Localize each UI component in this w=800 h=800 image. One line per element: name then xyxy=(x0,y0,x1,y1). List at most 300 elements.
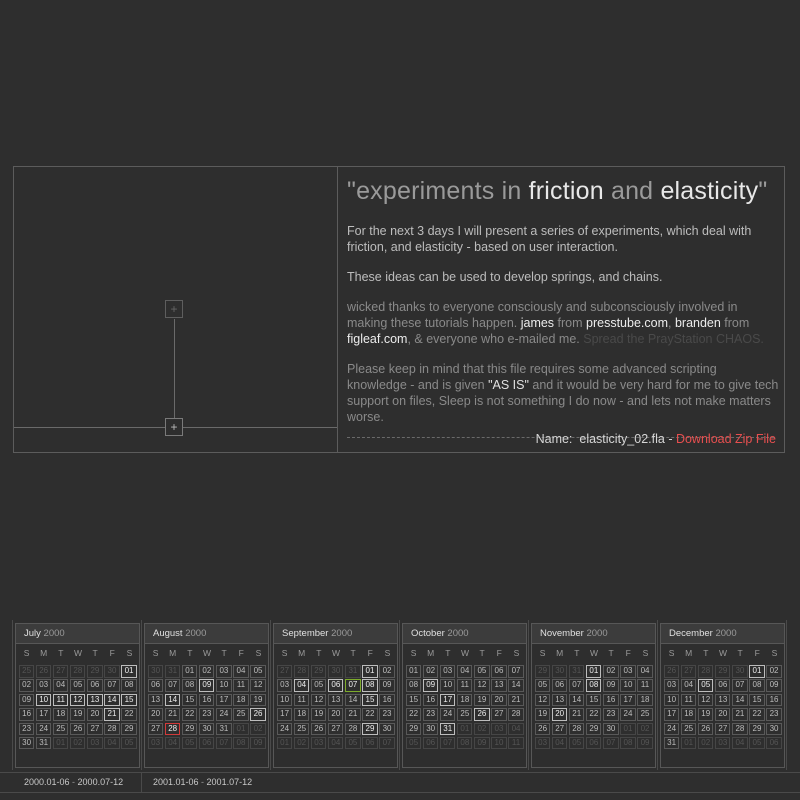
day-cell[interactable]: 12 xyxy=(250,679,265,692)
day-cell[interactable]: 20 xyxy=(552,708,567,721)
day-cell[interactable]: 24 xyxy=(620,708,635,721)
day-cell: 03 xyxy=(535,737,550,750)
weekday-label: S xyxy=(152,648,159,658)
day-cell: 09 xyxy=(250,737,265,750)
day-cell[interactable]: 26 xyxy=(250,708,265,721)
day-cell[interactable]: 24 xyxy=(440,708,455,721)
day-cell[interactable]: 13 xyxy=(715,694,730,707)
day-cell[interactable]: 02 xyxy=(19,679,34,692)
day-cell[interactable]: 16 xyxy=(19,708,34,721)
day-cell[interactable]: 28 xyxy=(732,723,747,736)
day-cell[interactable]: 05 xyxy=(250,665,265,678)
download-zip-link[interactable]: Download Zip File xyxy=(675,432,776,446)
day-cell[interactable]: 18 xyxy=(233,694,248,707)
day-cell[interactable]: 06 xyxy=(148,679,163,692)
day-cell[interactable]: 29 xyxy=(182,723,197,736)
day-cell[interactable]: 25 xyxy=(233,708,248,721)
day-cell[interactable]: 03 xyxy=(664,679,679,692)
calendar-header[interactable] xyxy=(532,624,655,644)
thanks-text: wicked thanks to everyone consciously and subconsciously involved in making these tutorials happen. xyxy=(347,300,738,330)
day-cell[interactable]: 25 xyxy=(637,708,652,721)
intro-paragraph: For the next 3 days I will present a series of experiments, which deal with friction, and elasticity - based on user interaction. xyxy=(347,224,752,254)
day-cell[interactable]: 19 xyxy=(535,708,550,721)
title-friction: friction xyxy=(528,177,604,205)
day-cell[interactable]: 29 xyxy=(586,723,601,736)
day-cell[interactable]: 02 xyxy=(379,665,394,678)
day-cell[interactable]: 26 xyxy=(698,723,713,736)
day-cell[interactable]: 24 xyxy=(216,708,231,721)
day-grid xyxy=(532,658,655,749)
day-cell: 11 xyxy=(508,737,523,750)
day-cell[interactable]: 30 xyxy=(423,723,438,736)
disclaimer-text: and it would be very hard for me to give tech support on files, Sleep is not something I do now - and lets not make matters worse. xyxy=(347,378,779,424)
day-cell[interactable]: 17 xyxy=(36,708,51,721)
day-cell[interactable]: 18 xyxy=(457,694,472,707)
day-cell[interactable]: 31 xyxy=(216,723,231,736)
day-cell[interactable]: 06 xyxy=(715,679,730,692)
weekday-label: T xyxy=(58,648,64,658)
day-cell[interactable]: 19 xyxy=(250,694,265,707)
day-cell[interactable]: 07 xyxy=(104,679,119,692)
day-cell[interactable]: 05 xyxy=(698,679,713,692)
day-cell[interactable]: 06 xyxy=(328,679,343,692)
day-cell: 27 xyxy=(53,665,68,678)
day-cell[interactable]: 21 xyxy=(165,708,180,721)
as-is-text: "AS IS" xyxy=(488,378,529,392)
day-cell: 25 xyxy=(19,665,34,678)
weekday-label: W xyxy=(460,648,469,658)
day-cell: 09 xyxy=(637,737,652,750)
day-cell[interactable]: 24 xyxy=(36,723,51,736)
day-cell[interactable]: 03 xyxy=(620,665,635,678)
day-cell[interactable]: 27 xyxy=(715,723,730,736)
day-grid xyxy=(16,658,139,749)
day-cell[interactable]: 10 xyxy=(620,679,635,692)
day-cell: 06 xyxy=(362,737,377,750)
day-cell[interactable]: 01 xyxy=(121,665,136,678)
day-cell[interactable]: 07 xyxy=(165,679,180,692)
calendar-month-september xyxy=(273,623,398,768)
day-cell[interactable]: 10 xyxy=(216,679,231,692)
day-cell[interactable]: 29 xyxy=(749,723,764,736)
day-cell[interactable]: 09 xyxy=(19,694,34,707)
day-cell: 01 xyxy=(681,737,696,750)
day-cell[interactable]: 15 xyxy=(406,694,421,707)
day-cell[interactable]: 14 xyxy=(165,694,180,707)
calendar-header[interactable] xyxy=(403,624,526,644)
day-cell: 30 xyxy=(104,665,119,678)
day-cell: 31 xyxy=(345,665,360,678)
day-cell[interactable]: 24 xyxy=(277,723,292,736)
calendar-separator xyxy=(12,620,13,770)
calendar-month-october xyxy=(402,623,527,768)
weekday-row xyxy=(661,644,784,658)
day-cell[interactable]: 25 xyxy=(294,723,309,736)
day-cell[interactable]: 08 xyxy=(362,679,377,692)
weekday-label: S xyxy=(771,648,778,658)
title-part: and xyxy=(603,177,661,205)
day-cell: 05 xyxy=(345,737,360,750)
spring-drag-node[interactable]: + xyxy=(165,418,183,436)
day-cell: 02 xyxy=(474,723,489,736)
calendar-bottom-line xyxy=(0,792,800,793)
day-cell[interactable]: 18 xyxy=(53,708,68,721)
thanks-paragraph xyxy=(347,299,779,347)
day-cell[interactable]: 04 xyxy=(294,679,309,692)
figleaf-link[interactable]: figleaf.com xyxy=(347,332,408,346)
day-cell[interactable]: 17 xyxy=(620,694,635,707)
day-cell[interactable]: 04 xyxy=(233,665,248,678)
calendar-divider xyxy=(0,772,800,773)
month-year: 2000 xyxy=(712,628,737,639)
weekday-label: M xyxy=(169,648,177,658)
day-cell[interactable]: 12 xyxy=(474,679,489,692)
day-cell[interactable]: 23 xyxy=(603,708,618,721)
day-cell[interactable]: 09 xyxy=(603,679,618,692)
day-cell[interactable]: 10 xyxy=(36,694,51,707)
day-cell[interactable]: 12 xyxy=(698,694,713,707)
day-cell[interactable]: 16 xyxy=(199,694,214,707)
day-cell: 10 xyxy=(491,737,506,750)
day-cell[interactable]: 22 xyxy=(586,708,601,721)
day-cell[interactable]: 20 xyxy=(87,708,102,721)
day-cell[interactable]: 01 xyxy=(182,665,197,678)
day-cell[interactable]: 27 xyxy=(87,723,102,736)
day-cell: 31 xyxy=(165,665,180,678)
day-cell: 05 xyxy=(182,737,197,750)
day-cell[interactable]: 02 xyxy=(199,665,214,678)
day-cell[interactable]: 13 xyxy=(148,694,163,707)
day-cell[interactable]: 29 xyxy=(121,723,136,736)
day-cell[interactable]: 27 xyxy=(328,723,343,736)
title-elasticity: elasticity xyxy=(660,177,759,205)
day-cell[interactable]: 05 xyxy=(311,679,326,692)
day-cell[interactable]: 28 xyxy=(508,708,523,721)
day-cell[interactable]: 13 xyxy=(491,679,506,692)
day-cell: 08 xyxy=(620,737,635,750)
day-cell[interactable]: 01 xyxy=(406,665,421,678)
day-cell[interactable]: 14 xyxy=(569,694,584,707)
day-cell[interactable]: 19 xyxy=(474,694,489,707)
day-cell[interactable]: 23 xyxy=(766,708,781,721)
day-cell: 06 xyxy=(586,737,601,750)
day-cell[interactable]: 22 xyxy=(406,708,421,721)
weekday-label: W xyxy=(331,648,340,658)
calendar-separator xyxy=(399,620,400,770)
day-cell[interactable]: 18 xyxy=(681,708,696,721)
day-cell: 04 xyxy=(508,723,523,736)
weekday-row xyxy=(274,644,397,658)
range-start: 2000.01-06 xyxy=(24,777,70,787)
day-cell[interactable]: 03 xyxy=(216,665,231,678)
day-cell[interactable]: 06 xyxy=(491,665,506,678)
day-cell[interactable]: 25 xyxy=(53,723,68,736)
day-cell[interactable]: 16 xyxy=(766,694,781,707)
day-cell[interactable]: 27 xyxy=(552,723,567,736)
day-cell[interactable]: 27 xyxy=(148,723,163,736)
day-cell: 01 xyxy=(620,723,635,736)
day-cell[interactable]: 17 xyxy=(440,694,455,707)
day-cell[interactable]: 08 xyxy=(406,679,421,692)
day-cell[interactable]: 15 xyxy=(362,694,377,707)
day-cell[interactable]: 14 xyxy=(508,679,523,692)
weekday-label: F xyxy=(754,648,760,658)
day-cell[interactable]: 15 xyxy=(182,694,197,707)
range-link-2000[interactable] xyxy=(24,777,123,787)
day-cell[interactable]: 20 xyxy=(491,694,506,707)
day-cell[interactable]: 07 xyxy=(508,665,523,678)
james-link[interactable]: james xyxy=(520,316,555,330)
day-cell: 27 xyxy=(277,665,292,678)
weekday-row xyxy=(145,644,268,658)
day-cell[interactable]: 26 xyxy=(474,708,489,721)
experiment-panel xyxy=(13,166,785,453)
spring-anchor-node[interactable]: + xyxy=(165,300,183,318)
day-cell[interactable]: 31 xyxy=(664,737,679,750)
day-cell[interactable]: 11 xyxy=(681,694,696,707)
day-cell[interactable]: 11 xyxy=(637,679,652,692)
branden-link[interactable]: branden xyxy=(674,316,721,330)
day-cell: 07 xyxy=(603,737,618,750)
range-link-2001[interactable] xyxy=(153,777,252,787)
day-cell[interactable]: 19 xyxy=(311,708,326,721)
day-cell[interactable]: 15 xyxy=(586,694,601,707)
description-column xyxy=(347,167,779,438)
day-cell[interactable]: 27 xyxy=(491,708,506,721)
calendar-separator xyxy=(786,620,787,770)
day-cell[interactable]: 07 xyxy=(732,679,747,692)
day-cell: 27 xyxy=(681,665,696,678)
thanks-text: , xyxy=(668,316,675,330)
day-cell: 04 xyxy=(732,737,747,750)
day-cell[interactable]: 04 xyxy=(637,665,652,678)
day-cell: 06 xyxy=(423,737,438,750)
day-cell[interactable]: 15 xyxy=(121,694,136,707)
day-cell[interactable]: 18 xyxy=(637,694,652,707)
day-cell[interactable]: 14 xyxy=(732,694,747,707)
day-cell[interactable]: 26 xyxy=(311,723,326,736)
demo-spring-line xyxy=(174,319,175,427)
weekday-label: M xyxy=(40,648,48,658)
weekday-label: F xyxy=(625,648,631,658)
day-cell[interactable]: 15 xyxy=(749,694,764,707)
day-cell[interactable]: 19 xyxy=(698,708,713,721)
weekday-row xyxy=(532,644,655,658)
weekday-label: S xyxy=(281,648,288,658)
elasticity-demo-area[interactable] xyxy=(14,167,338,452)
day-cell[interactable]: 25 xyxy=(681,723,696,736)
weekday-label: F xyxy=(367,648,373,658)
day-cell[interactable]: 12 xyxy=(311,694,326,707)
day-cell[interactable]: 16 xyxy=(603,694,618,707)
day-cell[interactable]: 30 xyxy=(766,723,781,736)
day-cell[interactable]: 16 xyxy=(379,694,394,707)
weekday-label: S xyxy=(255,648,262,658)
day-cell: 08 xyxy=(457,737,472,750)
day-cell: 03 xyxy=(715,737,730,750)
calendar-header[interactable] xyxy=(661,624,784,644)
day-cell[interactable]: 09 xyxy=(379,679,394,692)
day-cell[interactable]: 28 xyxy=(165,723,180,736)
day-cell[interactable]: 29 xyxy=(406,723,421,736)
day-cell[interactable]: 03 xyxy=(277,679,292,692)
day-cell[interactable]: 20 xyxy=(715,708,730,721)
month-year: 2000 xyxy=(583,628,608,639)
month-name: December xyxy=(669,628,713,639)
day-cell[interactable]: 29 xyxy=(362,723,377,736)
day-cell[interactable]: 02 xyxy=(766,665,781,678)
day-cell[interactable]: 23 xyxy=(19,723,34,736)
day-cell[interactable]: 06 xyxy=(552,679,567,692)
day-cell[interactable]: 01 xyxy=(586,665,601,678)
day-cell[interactable]: 07 xyxy=(345,679,360,692)
day-cell[interactable]: 26 xyxy=(535,723,550,736)
day-cell[interactable]: 21 xyxy=(104,708,119,721)
day-cell[interactable]: 21 xyxy=(732,708,747,721)
day-cell[interactable]: 02 xyxy=(603,665,618,678)
day-cell[interactable]: 01 xyxy=(362,665,377,678)
day-cell[interactable]: 08 xyxy=(182,679,197,692)
day-cell[interactable]: 05 xyxy=(474,665,489,678)
day-cell: 06 xyxy=(766,737,781,750)
day-cell[interactable]: 11 xyxy=(53,694,68,707)
day-cell[interactable]: 10 xyxy=(664,694,679,707)
day-cell[interactable]: 28 xyxy=(104,723,119,736)
day-cell[interactable]: 31 xyxy=(440,723,455,736)
day-cell[interactable]: 17 xyxy=(664,708,679,721)
day-cell: 31 xyxy=(569,665,584,678)
day-cell[interactable]: 08 xyxy=(586,679,601,692)
day-cell[interactable]: 26 xyxy=(70,723,85,736)
day-cell[interactable]: 14 xyxy=(104,694,119,707)
day-cell[interactable]: 30 xyxy=(603,723,618,736)
day-cell: 04 xyxy=(104,737,119,750)
day-cell[interactable]: 30 xyxy=(19,737,34,750)
presstube-link[interactable]: presstube.com xyxy=(586,316,668,330)
day-cell[interactable]: 28 xyxy=(345,723,360,736)
calendar-separator xyxy=(141,620,142,770)
day-cell[interactable]: 24 xyxy=(664,723,679,736)
day-cell[interactable]: 20 xyxy=(148,708,163,721)
day-cell[interactable]: 09 xyxy=(199,679,214,692)
day-cell[interactable]: 03 xyxy=(36,679,51,692)
day-cell: 03 xyxy=(87,737,102,750)
day-cell[interactable]: 12 xyxy=(70,694,85,707)
calendar-separator xyxy=(270,620,271,770)
day-cell: 03 xyxy=(311,737,326,750)
day-cell[interactable]: 13 xyxy=(328,694,343,707)
day-cell[interactable]: 04 xyxy=(681,679,696,692)
day-cell[interactable]: 17 xyxy=(277,708,292,721)
day-cell[interactable]: 08 xyxy=(121,679,136,692)
day-cell[interactable]: 19 xyxy=(70,708,85,721)
calendar-header[interactable] xyxy=(274,624,397,644)
day-cell[interactable]: 03 xyxy=(440,665,455,678)
day-cell[interactable]: 11 xyxy=(457,679,472,692)
day-cell[interactable]: 28 xyxy=(569,723,584,736)
day-cell[interactable]: 22 xyxy=(182,708,197,721)
day-cell[interactable]: 07 xyxy=(569,679,584,692)
day-cell[interactable]: 08 xyxy=(749,679,764,692)
weekday-label: M xyxy=(685,648,693,658)
weekday-row xyxy=(403,644,526,658)
day-cell[interactable]: 23 xyxy=(379,708,394,721)
day-cell[interactable]: 21 xyxy=(508,694,523,707)
day-cell[interactable]: 17 xyxy=(216,694,231,707)
day-cell[interactable]: 11 xyxy=(294,694,309,707)
day-cell[interactable]: 12 xyxy=(535,694,550,707)
day-cell: 05 xyxy=(749,737,764,750)
month-name: November xyxy=(540,628,584,639)
day-cell[interactable]: 18 xyxy=(294,708,309,721)
month-name: August xyxy=(153,628,183,639)
day-cell[interactable]: 30 xyxy=(379,723,394,736)
day-cell[interactable]: 04 xyxy=(53,679,68,692)
day-cell: 01 xyxy=(457,723,472,736)
weekday-label: T xyxy=(479,648,485,658)
day-cell[interactable]: 11 xyxy=(233,679,248,692)
day-cell[interactable]: 22 xyxy=(362,708,377,721)
weekday-label: T xyxy=(92,648,98,658)
day-cell[interactable]: 16 xyxy=(423,694,438,707)
day-cell[interactable]: 04 xyxy=(457,665,472,678)
day-cell[interactable]: 22 xyxy=(749,708,764,721)
weekday-label: W xyxy=(589,648,598,658)
weekday-label: W xyxy=(73,648,82,658)
calendar-month-august xyxy=(144,623,269,768)
weekday-label: S xyxy=(513,648,520,658)
day-cell[interactable]: 20 xyxy=(328,708,343,721)
day-cell[interactable]: 02 xyxy=(423,665,438,678)
day-cell[interactable]: 01 xyxy=(749,665,764,678)
day-cell[interactable]: 23 xyxy=(199,708,214,721)
weekday-label: S xyxy=(126,648,133,658)
day-cell[interactable]: 06 xyxy=(87,679,102,692)
day-cell[interactable]: 25 xyxy=(457,708,472,721)
calendar-header[interactable] xyxy=(145,624,268,644)
range-end: 2001.07-12 xyxy=(206,777,253,787)
day-cell[interactable]: 31 xyxy=(36,737,51,750)
day-cell[interactable]: 22 xyxy=(121,708,136,721)
weekday-label: T xyxy=(608,648,614,658)
day-cell[interactable]: 13 xyxy=(87,694,102,707)
day-cell[interactable]: 05 xyxy=(70,679,85,692)
day-cell[interactable]: 30 xyxy=(199,723,214,736)
day-cell[interactable]: 10 xyxy=(440,679,455,692)
day-cell: 04 xyxy=(552,737,567,750)
day-cell[interactable]: 13 xyxy=(552,694,567,707)
day-cell[interactable]: 14 xyxy=(345,694,360,707)
calendar-header[interactable] xyxy=(16,624,139,644)
weekday-label: T xyxy=(703,648,709,658)
day-cell[interactable]: 05 xyxy=(535,679,550,692)
day-cell: 01 xyxy=(277,737,292,750)
day-cell: 02 xyxy=(698,737,713,750)
day-cell[interactable]: 23 xyxy=(423,708,438,721)
day-cell: 03 xyxy=(148,737,163,750)
weekday-label: M xyxy=(427,648,435,658)
download-line xyxy=(536,432,776,446)
day-cell[interactable]: 21 xyxy=(345,708,360,721)
thanks-text: from xyxy=(720,316,750,330)
day-cell[interactable]: 09 xyxy=(766,679,781,692)
day-cell: 02 xyxy=(294,737,309,750)
day-cell[interactable]: 10 xyxy=(277,694,292,707)
day-cell[interactable]: 21 xyxy=(569,708,584,721)
day-cell[interactable]: 09 xyxy=(423,679,438,692)
calendar-separator xyxy=(657,620,658,770)
day-cell: 01 xyxy=(53,737,68,750)
